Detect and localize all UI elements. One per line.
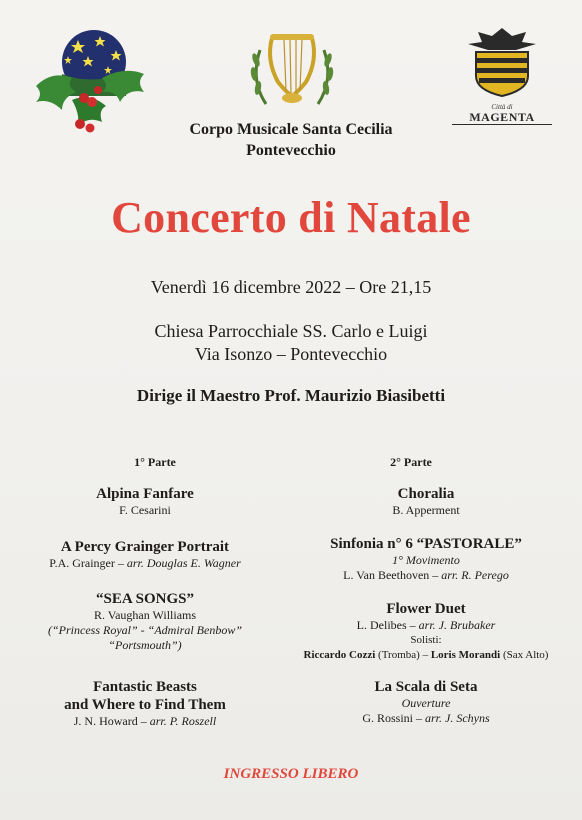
piece-composer: R. Vaughan Williams [93, 608, 197, 622]
piece-composer: G. Rossini – arr. J. Schyns [362, 711, 490, 725]
soloists-label: Solisti: [410, 634, 442, 646]
piece-composer: F. Cesarini [119, 503, 171, 517]
conductor: Dirige il Maestro Prof. Maurizio Biasibetti [136, 386, 446, 405]
program-item [0, 485, 290, 518]
piece-composer: J. N. Howard – arr. P. Roszell [73, 714, 217, 728]
venue-name: Chiesa Parrocchiale SS. Carlo e Luigi [154, 321, 428, 341]
piece-note: (“Princess Royal” - “Admiral Benbow” [48, 623, 242, 637]
program-item [270, 600, 582, 663]
piece-composer: B. Apperment [392, 503, 460, 517]
program-item [0, 678, 290, 729]
free-entry-notice: INGRESSO LIBERO [223, 766, 359, 782]
venue-address: Via Isonzo – Pontevecchio [194, 344, 388, 364]
event-date: Venerdì 16 dicembre 2022 – Ore 21,15 [150, 277, 432, 297]
city-caption: Città di [491, 103, 513, 111]
program-item [0, 538, 290, 571]
venue [0, 320, 582, 366]
soloists: Riccardo Cozzi (Tromba) – Loris Morandi (Sax Alto) [303, 649, 549, 661]
organizer [100, 119, 482, 161]
program-item [270, 678, 582, 726]
piece-subtitle: Ouverture [401, 696, 451, 710]
program-item [270, 535, 582, 583]
part-2-heading: 2° Parte [390, 455, 432, 469]
piece-title: Fantastic Beasts [93, 679, 197, 695]
program-item [270, 485, 582, 518]
city-name: MAGENTA [452, 110, 552, 125]
piece-composer: L. Van Beethoven – arr. R. Perego [343, 568, 509, 582]
lyre-icon [246, 30, 338, 110]
page-title: Concerto di Natale [111, 193, 471, 242]
piece-title: A Percy Grainger Portrait [60, 539, 230, 555]
organizer-place: Pontevecchio [246, 142, 336, 159]
piece-title: “SEA SONGS” [96, 591, 194, 607]
piece-note: “Portsmouth”) [108, 638, 182, 652]
piece-movement: 1° Movimento [392, 553, 460, 567]
organizer-name: Corpo Musicale Santa Cecilia [189, 121, 393, 138]
city-coat-of-arms-icon [462, 24, 542, 98]
piece-title: Sinfonia n° 6 “PASTORALE” [330, 536, 522, 552]
piece-title: Choralia [397, 486, 455, 502]
piece-composer: L. Delibes – arr. J. Brubaker [356, 618, 496, 632]
piece-title: and Where to Find Them [64, 697, 226, 713]
piece-title: La Scala di Seta [374, 679, 478, 695]
piece-composer: P.A. Grainger – arr. Douglas E. Wagner [49, 556, 241, 570]
piece-title: Alpina Fanfare [96, 486, 194, 502]
piece-title: Flower Duet [386, 601, 466, 617]
program-item [0, 590, 290, 653]
part-1-heading: 1° Parte [134, 455, 176, 469]
